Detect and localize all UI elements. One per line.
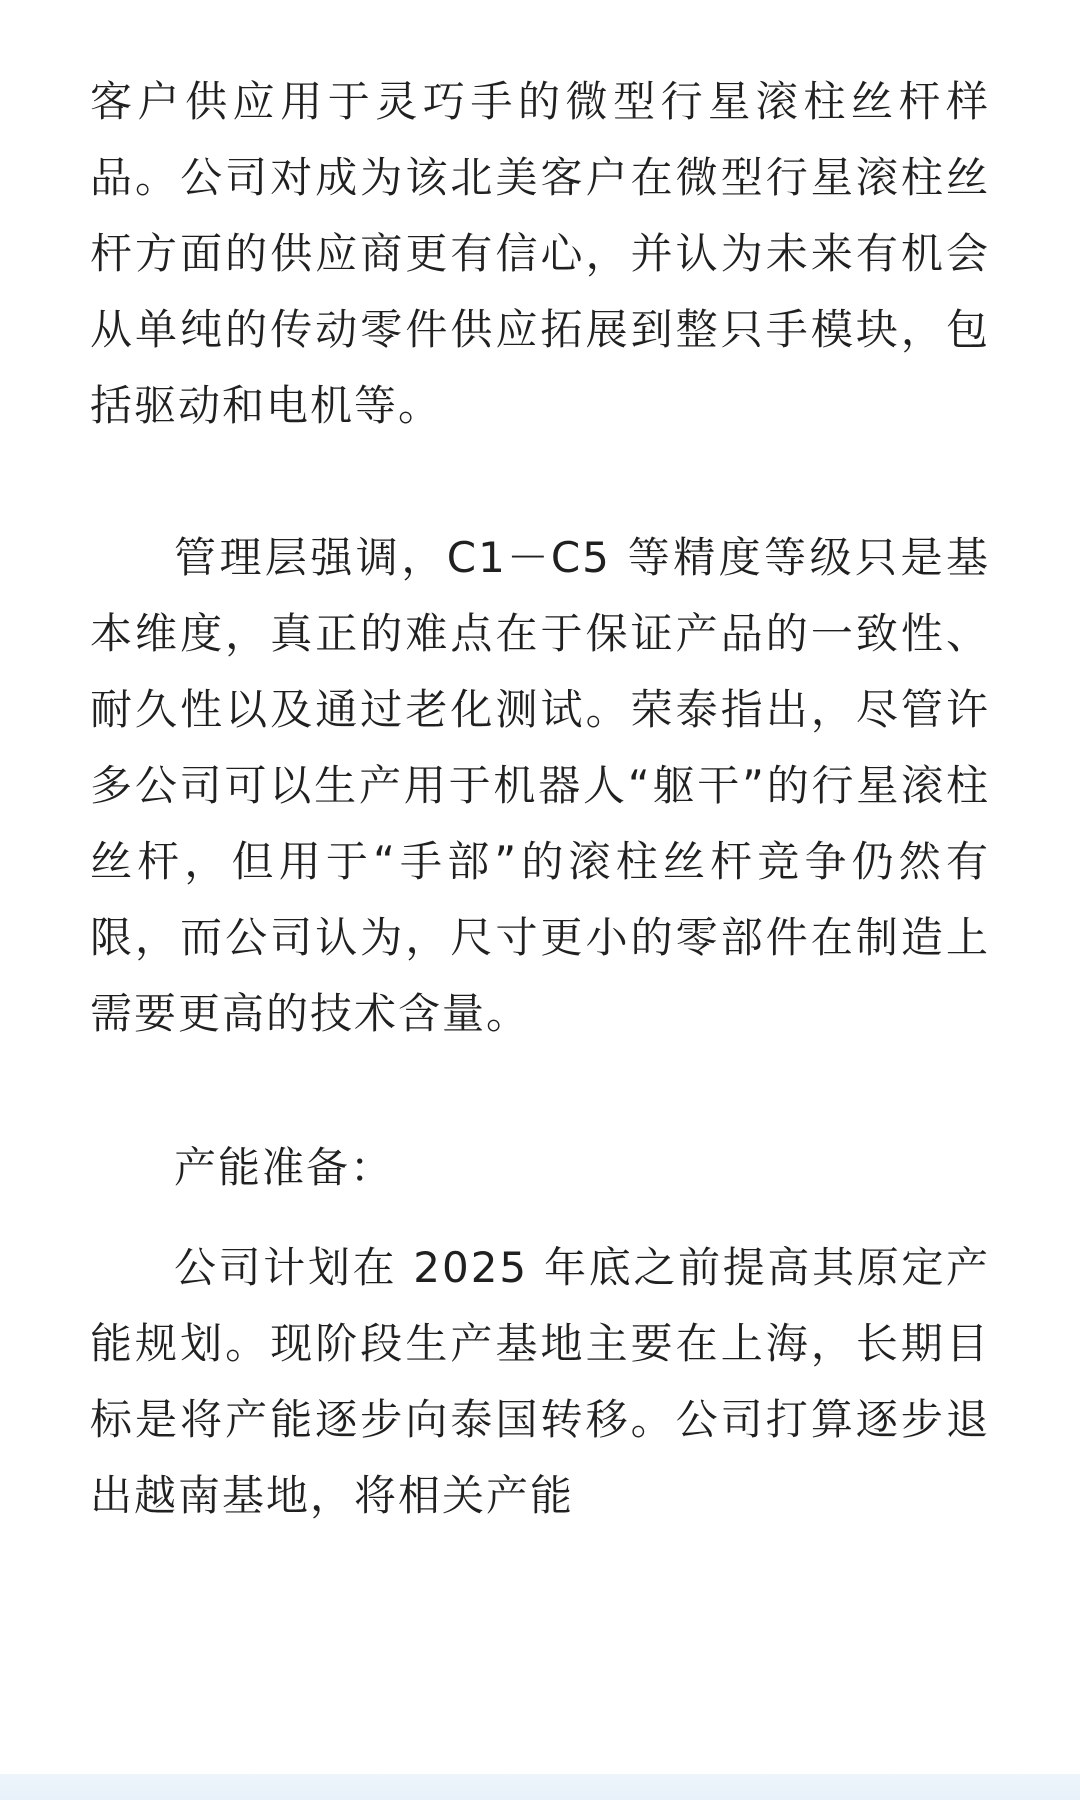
paragraph-management-emphasis: 管理层强调，C1－C5 等精度等级只是基本维度，真正的难点在于保证产品的一致性、耐久性以及通过老化测试。荣泰指出，尽管许多公司可以生产用于机器人“躯干”的行星滚柱丝杆，但用于“手部”的滚柱丝杆竞争仍然有限，而公司认为，尺寸更小的零部件在制造上需要更高的技术含量。 bbox=[90, 533, 990, 1038]
bottom-band bbox=[0, 1774, 1080, 1800]
paragraph-capacity-plan: 公司计划在 2025 年底之前提高其原定产能规划。现阶段生产基地主要在上海，长期目标是将产能逐步向泰国转移。公司打算逐步退出越南基地，将相关产能 bbox=[90, 1243, 990, 1520]
paragraph-supply-sample: 客户供应用于灵巧手的微型行星滚柱丝杆样品。公司对成为该北美客户在微型行星滚柱丝杆方面的供应商更有信心，并认为未来有机会从单纯的传动零件供应拓展到整只手模块，包括驱动和电机等。 bbox=[90, 77, 990, 430]
section-heading-capacity: 产能准备： bbox=[174, 1143, 395, 1192]
article-body bbox=[90, 64, 990, 1534]
